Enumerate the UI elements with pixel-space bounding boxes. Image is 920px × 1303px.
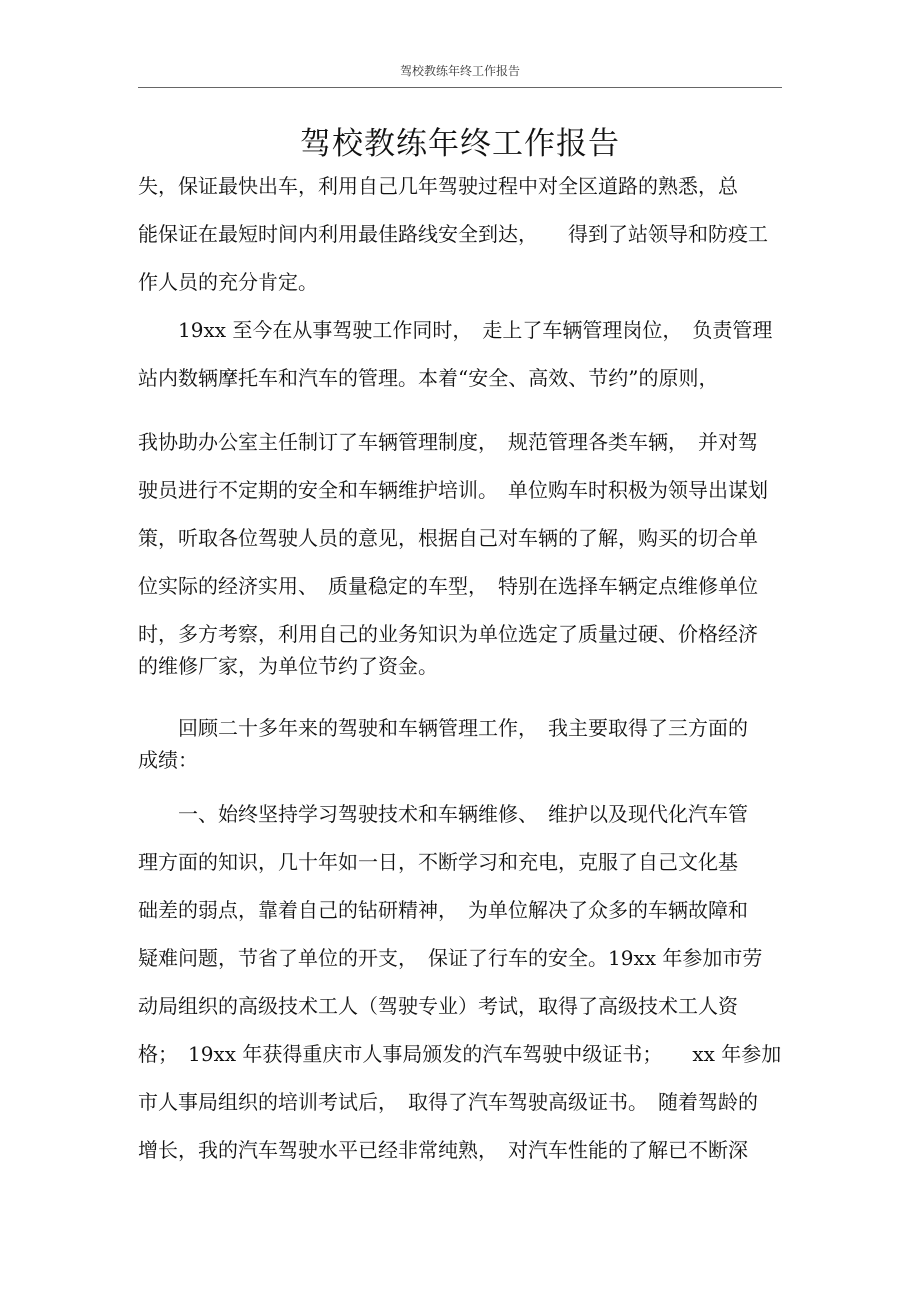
body-line-21: 增长，我的汽车驾驶水平已经非常纯熟， 对汽车性能的了解已不断深 xyxy=(138,1138,748,1162)
body-line-11: 的维修厂家，为单位节约了资金。 xyxy=(138,654,438,678)
body-line-15: 理方面的知识，几十年如一日，不断学习和充电，克服了自己文化基 xyxy=(138,850,738,874)
body-line-8: 策，听取各位驾驶人员的意见，根据自己对车辆的了解，购买的切合单 xyxy=(138,526,758,550)
body-line-2: 能保证在最短时间内利用最佳路线安全到达， 得到了站领导和防疫工 xyxy=(138,222,768,246)
body-line-10: 时，多方考察，利用自己的业务知识为单位选定了质量过硬、价格经济 xyxy=(138,622,758,646)
body-line-5: 站内数辆摩托车和汽车的管理。本着“安全、高效、节约”的原则， xyxy=(138,366,719,390)
body-line-13: 成绩： xyxy=(138,748,198,772)
running-header: 驾校教练年终工作报告 xyxy=(399,64,520,78)
body-line-9: 位实际的经济实用、 质量稳定的车型， 特别在选择车辆定点维修单位 xyxy=(138,574,758,598)
body-line-17: 疑难问题，节省了单位的开支， 保证了行车的安全。19xx 年参加市劳 xyxy=(138,946,763,970)
body-line-7: 驶员进行不定期的安全和车辆维护培训。 单位购车时积极为领导出谋划 xyxy=(138,478,768,502)
body-line-20: 市人事局组织的培训考试后， 取得了汽车驾驶高级证书。 随着驾龄的 xyxy=(138,1090,758,1114)
body-line-16: 础差的弱点，靠着自己的钻研精神， 为单位解决了众多的车辆故障和 xyxy=(138,898,748,922)
body-line-12: 回顾二十多年来的驾驶和车辆管理工作， 我主要取得了三方面的 xyxy=(138,716,748,740)
body-line-1: 失，保证最快出车，利用自己几年驾驶过程中对全区道路的熟悉，总 xyxy=(138,174,738,198)
body-line-6: 我协助办公室主任制订了车辆管理制度， 规范管理各类车辆， 并对驾 xyxy=(138,430,758,454)
body-line-19: 格； 19xx 年获得重庆市人事局颁发的汽车驾驶中级证书； xx 年参加 xyxy=(138,1042,782,1066)
body-line-3: 作人员的充分肯定。 xyxy=(138,270,318,294)
header-divider xyxy=(138,87,782,88)
document-title: 驾校教练年终工作报告 xyxy=(300,126,620,162)
body-line-14: 一、始终坚持学习驾驶技术和车辆维修、 维护以及现代化汽车管 xyxy=(138,802,748,826)
body-line-18: 动局组织的高级技术工人（驾驶专业）考试，取得了高级技术工人资 xyxy=(138,994,738,1018)
body-line-4: 19xx 至今在从事驾驶工作同时， 走上了车辆管理岗位， 负责管理 xyxy=(138,318,773,342)
